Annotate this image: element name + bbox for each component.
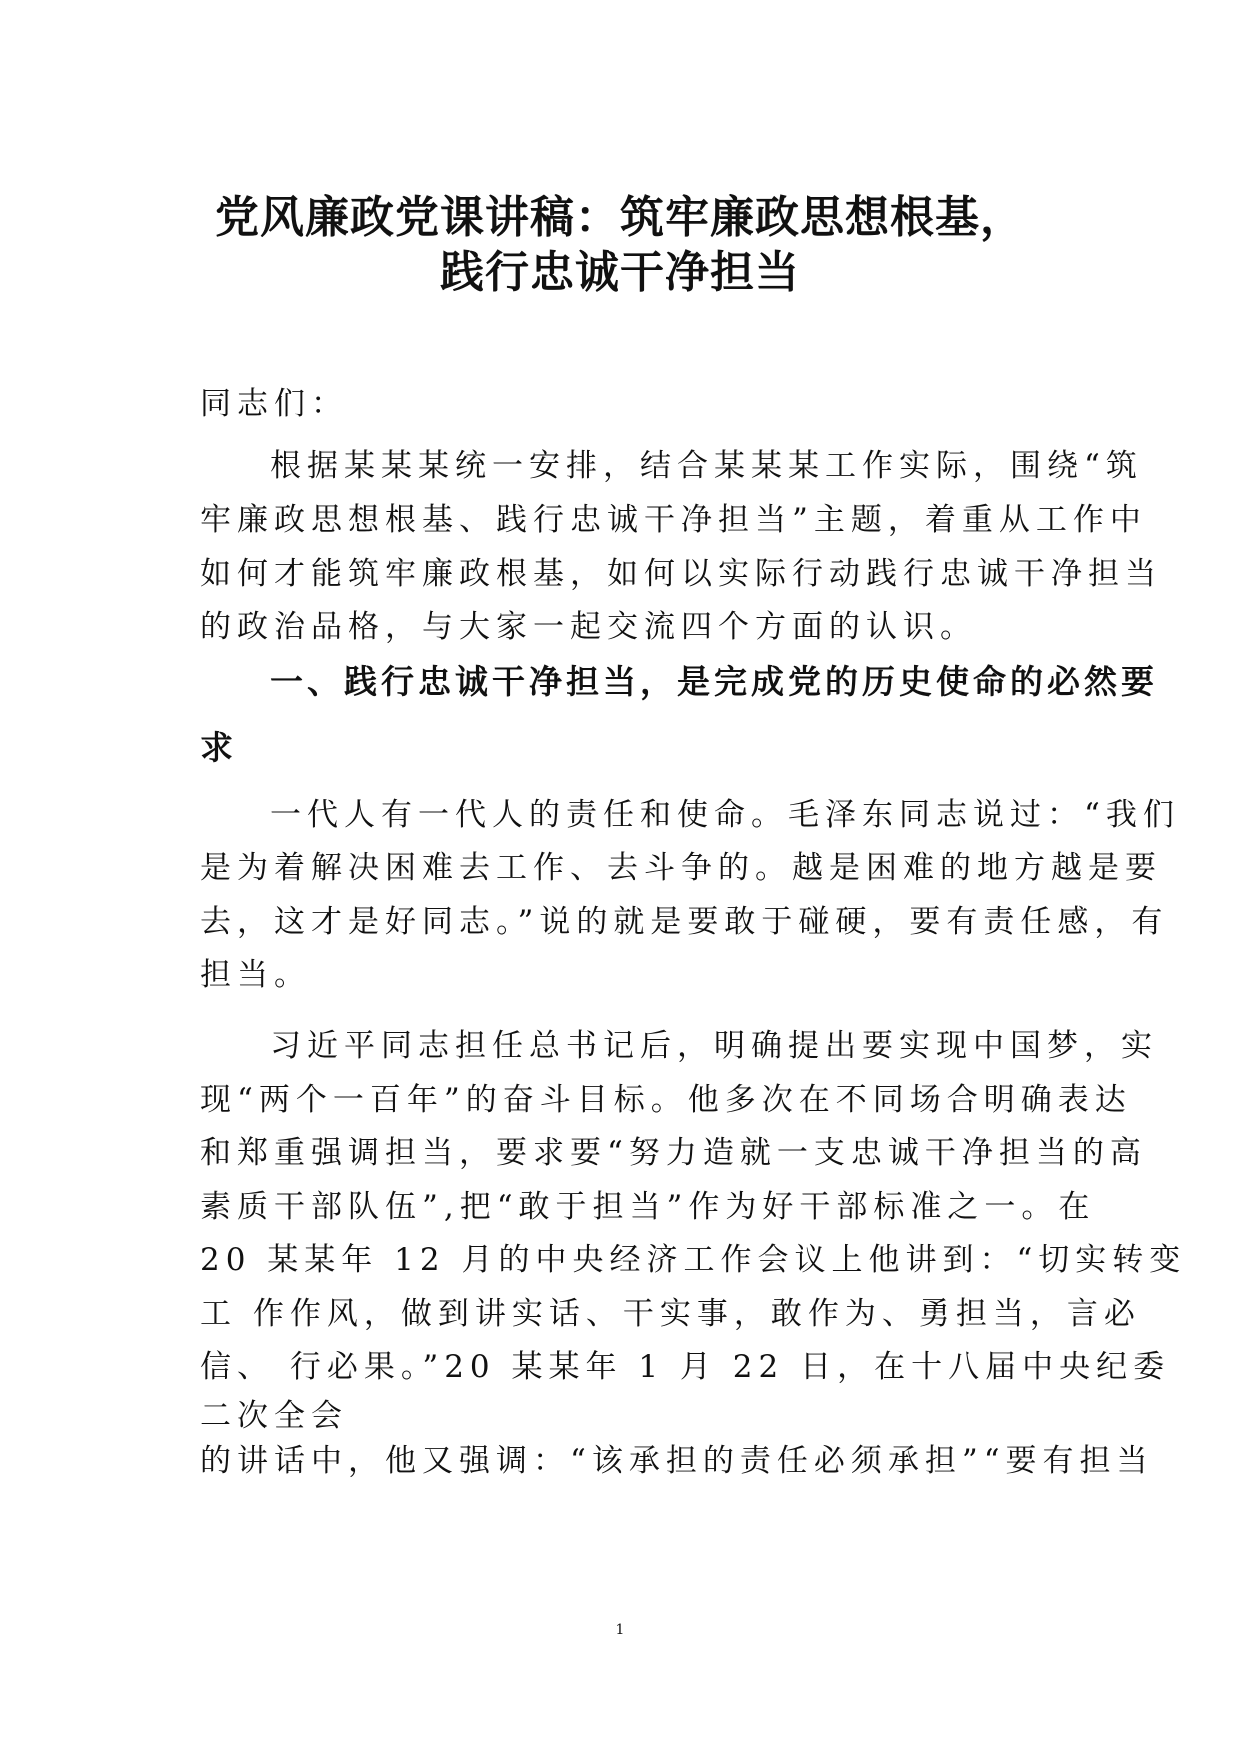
paragraph-line: 现“两个一百年”的奋斗目标。他多次在不同场合明确表达 <box>200 1082 1132 1118</box>
paragraph-line: 20 某某年 12 月的中央经济工作会议上他讲到：“切实转变 <box>200 1242 1187 1278</box>
paragraph-line: 如何才能筑牢廉政根基，如何以实际行动践行忠诚干净担当 <box>200 556 1162 592</box>
page-number: 1 <box>615 1622 625 1638</box>
section-heading-continuation: 求 <box>200 728 237 767</box>
paragraph-line: 的政治品格，与大家一起交流四个方面的认识。 <box>200 609 977 645</box>
paragraph-line: 担当。 <box>200 957 311 993</box>
paragraph-line: 是为着解决困难去工作、去斗争的。越是困难的地方越是要 <box>200 850 1162 886</box>
paragraph-line: 习近平同志担任总书记后，明确提出要实现中国梦，实 <box>270 1028 1158 1064</box>
paragraph-line: 二次全会 <box>200 1398 348 1434</box>
paragraph-line: 牢廉政思想根基、践行忠诚干净担当”主题，着重从工作中 <box>200 502 1147 538</box>
paragraph-line: 和郑重强调担当，要求要“努力造就一支忠诚干净担当的高 <box>200 1135 1147 1171</box>
paragraph-line: 工 作作风，做到讲实话、干实事，敢作为、勇担当，言必 <box>200 1296 1141 1332</box>
paragraph-line: 一代人有一代人的责任和使命。毛泽东同志说过：“我们 <box>270 797 1180 833</box>
paragraph-line: 的讲话中，他又强调：“该承担的责任必须承担”“要有担当 <box>200 1443 1154 1479</box>
salutation: 同志们： <box>200 386 348 422</box>
document-title-line-2: 践行忠诚干净担当 <box>440 247 800 298</box>
paragraph-line: 素质干部队伍”,把“敢于担当”作为好干部标准之一。在 <box>200 1189 1096 1225</box>
paragraph-line: 信、 行必果。”20 某某年 1 月 22 日，在十八届中央纪委 <box>200 1349 1171 1385</box>
paragraph-line: 根据某某某统一安排，结合某某某工作实际，围绕“筑 <box>270 448 1143 484</box>
section-heading: 一、践行忠诚干净担当，是完成党的历史使命的必然要 <box>270 662 1158 701</box>
paragraph-line: 去，这才是好同志。”说的就是要敢于碰硬，要有责任感，有 <box>200 904 1169 940</box>
document-title-line-1: 党风廉政党课讲稿：筑牢廉政思想根基， <box>215 192 1025 243</box>
